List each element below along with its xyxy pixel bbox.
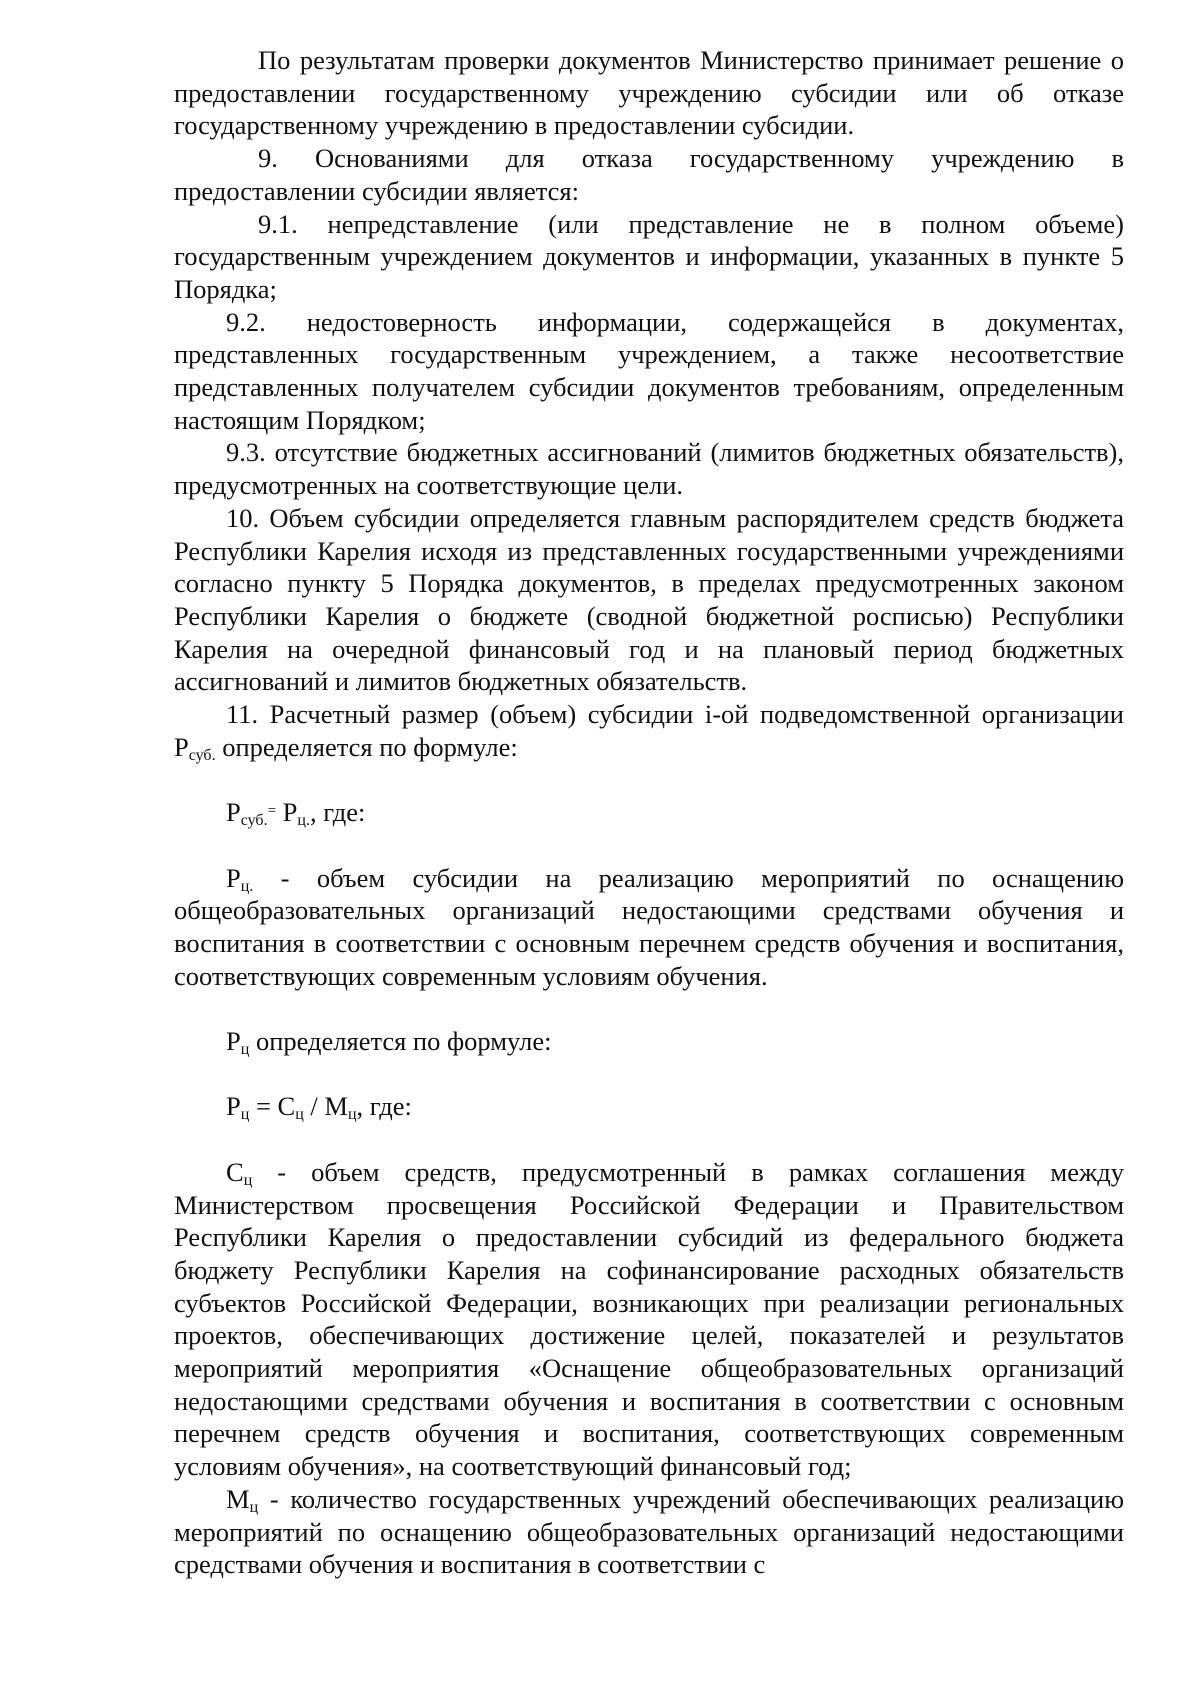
formula-rc-div: / М	[303, 1091, 348, 1122]
definition-sc-text: - объем средств, предусмотренный в рамках соглашения между Министерством просвещения Российской Федерации и Правительством Республики Карелия о предоставлении субсидий из федерального бюджета бюджету Республики Карелия на софинансирование расходных обязательств субъектов Российской Федерации, возникающих при реализации региональных проектов, обеспечивающих достижение целей, показателей и результатов мероприятий мероприятия «Оснащение общеобразовательных организаций недостающими средствами обучения и воспитания в соответствии с основным перечнем средств обучения и воспитания, соответствующих современным условиям обучения», на соответствующий финансовый год;	[174, 1156, 1124, 1482]
paragraph-10: 10. Объем субсидии определяется главным распорядителем средств бюджета Республики Карелия исходя из представленных государственными учреждениями согласно пункту 5 Порядка документов, в пределах предусмотренных законом Республики Карелия о бюджете (сводной бюджетной росписью) Республики Карелия на очередной финансовый год и на плановый период бюджетных ассигнований и лимитов бюджетных обязательств.	[174, 502, 1124, 697]
formula-subsidy-rhs-symbol: Р	[276, 797, 298, 828]
rc-formula-intro-subscript: ц	[240, 1041, 250, 1059]
rc-formula-intro-text: определяется по формуле:	[249, 1026, 552, 1057]
definition-mc-text: - количество государственных учреждений обеспечивающих реализацию мероприятий по оснащению общеобразовательных организаций недостающими средствами обучения и воспитания в соответствии с	[174, 1483, 1124, 1580]
paragraph-11-lead: 11. Расчетный размер (объем) субсидии i-ой подведомственной организации Р	[174, 699, 1124, 762]
formula-rc-mid: = С	[249, 1091, 296, 1122]
definition-rc-subscript: ц.	[240, 877, 254, 895]
formula-rc-a: Р	[226, 1091, 241, 1122]
definition-rc-symbol: Р	[226, 862, 241, 893]
formula-rc-b-subscript: ц	[295, 1106, 304, 1124]
paragraph-11	[174, 698, 1124, 763]
formula-subsidy-equals: =	[267, 803, 277, 820]
rc-formula-intro-symbol: Р	[226, 1026, 241, 1057]
formula-subsidy-tail: , где:	[309, 797, 366, 828]
formula-subsidy	[174, 796, 1124, 829]
paragraph-9-2: 9.2. недостоверность информации, содержащейся в документах, представленных государственным учреждением, а также несоответствие представленных получателем субсидии документов требованиям, определенным настоящим Порядком;	[174, 306, 1124, 435]
definition-rc	[174, 862, 1124, 993]
definition-mc	[174, 1483, 1124, 1581]
formula-subsidy-subscript: суб.	[240, 812, 268, 830]
formula-rc-tail: , где:	[356, 1091, 412, 1122]
definition-sc-symbol: С	[226, 1156, 244, 1187]
paragraph-9: 9. Основаниями для отказа государственному учреждению в предоставлении субсидии является:	[174, 143, 1124, 206]
paragraph-11-subscript: суб.	[188, 746, 216, 764]
formula-rc-c-subscript: ц	[347, 1106, 357, 1124]
paragraph-9-1: 9.1. непредставление (или представление не в полном объеме) государственным учреждением документов и информации, указанных в пункте 5 Порядка;	[174, 208, 1124, 304]
definition-mc-subscript: ц	[249, 1498, 259, 1516]
definition-mc-symbol: М	[226, 1483, 250, 1514]
paragraph-11-tail: определяется по формуле:	[215, 731, 518, 762]
paragraph-9-3: 9.3. отсутствие бюджетных ассигнований (лимитов бюджетных обязательств), предусмотренных на соответствующие цели.	[174, 437, 1124, 501]
document-page	[174, 44, 1124, 1581]
formula-subsidy-rhs-subscript: ц.	[297, 812, 310, 830]
definition-sc	[174, 1156, 1124, 1483]
definition-sc-subscript: ц	[243, 1171, 253, 1189]
formula-subsidy-symbol: Р	[226, 797, 241, 828]
formula-rc-a-subscript: ц	[240, 1106, 250, 1124]
formula-rc	[174, 1090, 1124, 1123]
paragraph-decision: По результатам проверки документов Министерство принимает решение о предоставлении государственному учреждению субсидии или об отказе государственному учреждению в предоставлении субсидии.	[174, 45, 1124, 141]
definition-rc-text: - объем субсидии на реализацию мероприятий по оснащению общеобразовательных организаций недостающими средствами обучения и воспитания в соответствии с основным перечнем средств обучения и воспитания, соответствующих современным условиям обучения.	[174, 862, 1124, 991]
rc-formula-intro	[174, 1025, 1124, 1058]
